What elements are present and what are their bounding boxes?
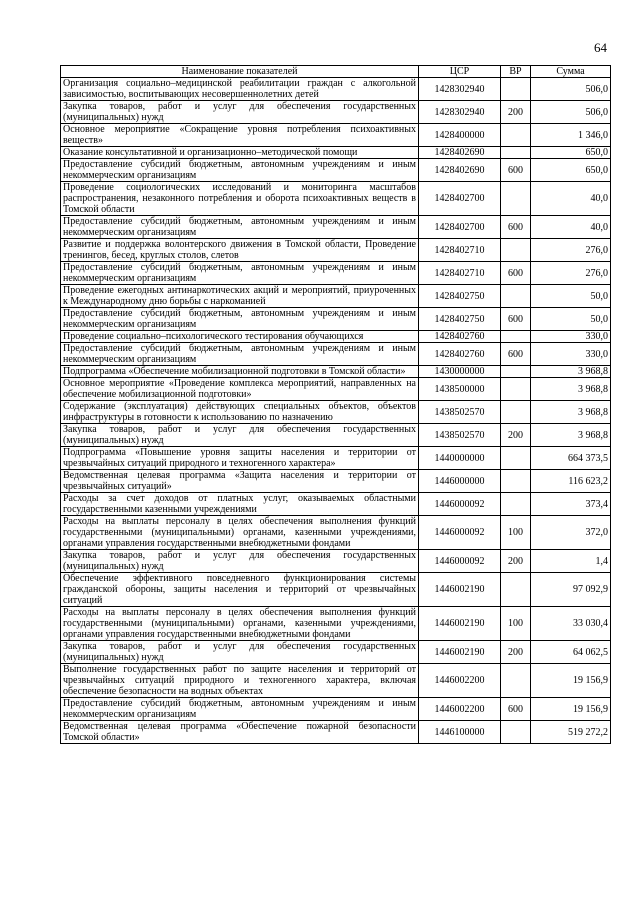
- cell-csr: 1438502570: [419, 424, 501, 447]
- table-row: [61, 607, 611, 641]
- cell-csr: 1430000000: [419, 366, 501, 378]
- cell-sum: 1,4: [531, 550, 611, 573]
- cell-vr: [501, 147, 531, 159]
- header-vr: ВР: [501, 66, 531, 78]
- table-row: [61, 366, 611, 378]
- cell-csr: 1428402760: [419, 331, 501, 343]
- cell-csr: 1428400000: [419, 124, 501, 147]
- table-row: [61, 447, 611, 470]
- cell-name: Предоставление субсидий бюджетным, автономным учреждениям и иным некоммерческим организациям: [61, 262, 419, 285]
- cell-sum: 650,0: [531, 159, 611, 182]
- table-row: [61, 262, 611, 285]
- cell-csr: 1428302940: [419, 78, 501, 101]
- cell-sum: 3 968,8: [531, 378, 611, 401]
- cell-csr: 1428402690: [419, 147, 501, 159]
- cell-vr: 200: [501, 550, 531, 573]
- cell-vr: 600: [501, 262, 531, 285]
- cell-name: Обеспечение эффективного повседневного функционирования системы гражданской обороны, защиты населения и территорий от чрезвычайных ситуаций: [61, 573, 419, 607]
- cell-csr: 1446000000: [419, 470, 501, 493]
- cell-vr: 600: [501, 308, 531, 331]
- cell-sum: 3 968,8: [531, 424, 611, 447]
- cell-sum: 519 272,2: [531, 721, 611, 744]
- table-row: [61, 216, 611, 239]
- cell-sum: 3 968,8: [531, 366, 611, 378]
- cell-sum: 97 092,9: [531, 573, 611, 607]
- cell-vr: [501, 664, 531, 698]
- cell-vr: 600: [501, 216, 531, 239]
- cell-vr: 600: [501, 343, 531, 366]
- cell-name: Развитие и поддержка волонтерского движения в Томской области, Проведение тренингов, бесед, круглых столов, слетов: [61, 239, 419, 262]
- cell-vr: 100: [501, 607, 531, 641]
- cell-csr: 1446000092: [419, 516, 501, 550]
- cell-sum: 330,0: [531, 343, 611, 366]
- cell-sum: 373,4: [531, 493, 611, 516]
- table-row: [61, 182, 611, 216]
- cell-csr: 1446002200: [419, 664, 501, 698]
- cell-name: Предоставление субсидий бюджетным, автономным учреждениям и иным некоммерческим организациям: [61, 308, 419, 331]
- cell-vr: [501, 573, 531, 607]
- cell-csr: 1428402750: [419, 308, 501, 331]
- cell-name: Закупка товаров, работ и услуг для обеспечения государственных (муниципальных) нужд: [61, 641, 419, 664]
- cell-vr: [501, 366, 531, 378]
- cell-vr: [501, 182, 531, 216]
- cell-vr: 600: [501, 159, 531, 182]
- table-row: [61, 424, 611, 447]
- table-row: [61, 308, 611, 331]
- cell-name: Расходы за счет доходов от платных услуг, оказываемых областными государственными казенными учреждениями: [61, 493, 419, 516]
- cell-name: Основное мероприятие «Проведение комплекса мероприятий, направленных на обеспечение мобилизационной подготовки»: [61, 378, 419, 401]
- cell-vr: 600: [501, 698, 531, 721]
- cell-vr: [501, 239, 531, 262]
- cell-sum: 40,0: [531, 216, 611, 239]
- cell-name: Ведомственная целевая программа «Обеспечение пожарной безопасности Томской области»: [61, 721, 419, 744]
- cell-name: Основное мероприятие «Сокращение уровня потребления психоактивных веществ»: [61, 124, 419, 147]
- cell-vr: 200: [501, 424, 531, 447]
- page-number: 64: [594, 40, 607, 55]
- cell-sum: 330,0: [531, 331, 611, 343]
- cell-sum: 19 156,9: [531, 698, 611, 721]
- cell-sum: 372,0: [531, 516, 611, 550]
- cell-name: Выполнение государственных работ по защите населения и территорий от чрезвычайных ситуаций природного и техногенного характера, включая обеспечение безопасности на водных объектах: [61, 664, 419, 698]
- cell-sum: 50,0: [531, 308, 611, 331]
- cell-vr: 200: [501, 101, 531, 124]
- cell-sum: 50,0: [531, 285, 611, 308]
- cell-sum: 116 623,2: [531, 470, 611, 493]
- table-row: [61, 664, 611, 698]
- cell-name: Проведение ежегодных антинаркотических акций и мероприятий, приуроченных к Международному дню борьбы с наркоманией: [61, 285, 419, 308]
- cell-csr: 1446000092: [419, 493, 501, 516]
- cell-name: Предоставление субсидий бюджетным, автономным учреждениям и иным некоммерческим организациям: [61, 698, 419, 721]
- cell-vr: [501, 470, 531, 493]
- cell-name: Предоставление субсидий бюджетным, автономным учреждениям и иным некоммерческим организациям: [61, 343, 419, 366]
- cell-name: Ведомственная целевая программа «Защита населения и территории от чрезвычайных ситуаций»: [61, 470, 419, 493]
- table-row: [61, 101, 611, 124]
- cell-csr: 1446002200: [419, 698, 501, 721]
- cell-vr: [501, 493, 531, 516]
- cell-csr: 1446002190: [419, 641, 501, 664]
- table-row: [61, 516, 611, 550]
- cell-csr: 1428402760: [419, 343, 501, 366]
- cell-name: Проведение социально–психологического тестирования обучающихся: [61, 331, 419, 343]
- budget-table: [60, 65, 611, 744]
- cell-vr: 200: [501, 641, 531, 664]
- cell-sum: 33 030,4: [531, 607, 611, 641]
- table-row: [61, 573, 611, 607]
- table-header-row: [61, 66, 611, 78]
- table-row: [61, 401, 611, 424]
- table-row: [61, 550, 611, 573]
- cell-name: Проведение социологических исследований и мониторинга масштабов распространения, незаконного потребления и оборота психоактивных веществ в Томской области: [61, 182, 419, 216]
- cell-name: Закупка товаров, работ и услуг для обеспечения государственных (муниципальных) нужд: [61, 101, 419, 124]
- cell-name: Подпрограмма «Повышение уровня защиты населения и территории от чрезвычайных ситуаций природного и техногенного характера»: [61, 447, 419, 470]
- table-row: [61, 78, 611, 101]
- cell-name: Оказание консультативной и организационно–методической помощи: [61, 147, 419, 159]
- table-row: [61, 343, 611, 366]
- cell-name: Подпрограмма «Обеспечение мобилизационной подготовки в Томской области»: [61, 366, 419, 378]
- cell-csr: 1428302940: [419, 101, 501, 124]
- cell-csr: 1428402750: [419, 285, 501, 308]
- cell-name: Закупка товаров, работ и услуг для обеспечения государственных (муниципальных) нужд: [61, 424, 419, 447]
- cell-sum: 276,0: [531, 262, 611, 285]
- cell-vr: [501, 285, 531, 308]
- cell-csr: 1428402700: [419, 216, 501, 239]
- cell-name: Предоставление субсидий бюджетным, автономным учреждениям и иным некоммерческим организациям: [61, 216, 419, 239]
- cell-csr: 1428402710: [419, 239, 501, 262]
- cell-name: Расходы на выплаты персоналу в целях обеспечения выполнения функций государственными (муниципальными) органами, казенными учреждениями, органами управления государственными внебюджетными фондами: [61, 607, 419, 641]
- cell-sum: 650,0: [531, 147, 611, 159]
- cell-csr: 1428402700: [419, 182, 501, 216]
- cell-vr: [501, 331, 531, 343]
- table-row: [61, 147, 611, 159]
- table-row: [61, 470, 611, 493]
- cell-sum: 3 968,8: [531, 401, 611, 424]
- cell-vr: [501, 78, 531, 101]
- cell-sum: 19 156,9: [531, 664, 611, 698]
- table-row: [61, 331, 611, 343]
- cell-vr: [501, 401, 531, 424]
- cell-vr: [501, 124, 531, 147]
- table-row: [61, 285, 611, 308]
- table-row: [61, 721, 611, 744]
- cell-sum: 506,0: [531, 78, 611, 101]
- cell-csr: 1440000000: [419, 447, 501, 470]
- table-row: [61, 159, 611, 182]
- table-row: [61, 239, 611, 262]
- cell-sum: 276,0: [531, 239, 611, 262]
- table-row: [61, 124, 611, 147]
- cell-csr: 1428402710: [419, 262, 501, 285]
- header-sum: Сумма: [531, 66, 611, 78]
- cell-csr: 1446002190: [419, 607, 501, 641]
- table-row: [61, 378, 611, 401]
- cell-name: Организация социально–медицинской реабилитации граждан с алкогольной зависимостью, воспитывающих несовершеннолетних детей: [61, 78, 419, 101]
- cell-csr: 1446100000: [419, 721, 501, 744]
- table-body: [61, 78, 611, 744]
- cell-vr: [501, 721, 531, 744]
- cell-name: Закупка товаров, работ и услуг для обеспечения государственных (муниципальных) нужд: [61, 550, 419, 573]
- cell-vr: [501, 378, 531, 401]
- table-row: [61, 698, 611, 721]
- cell-vr: 100: [501, 516, 531, 550]
- cell-csr: 1438500000: [419, 378, 501, 401]
- header-name: Наименование показателей: [61, 66, 419, 78]
- cell-name: Расходы на выплаты персоналу в целях обеспечения выполнения функций государственными (муниципальными) органами, казенными учреждениями, органами управления государственными внебюджетными фондами: [61, 516, 419, 550]
- cell-name: Предоставление субсидий бюджетным, автономным учреждениям и иным некоммерческим организациям: [61, 159, 419, 182]
- cell-name: Содержание (эксплуатация) действующих специальных объектов, объектов инфраструктуры в готовности к использованию по назначению: [61, 401, 419, 424]
- table-row: [61, 493, 611, 516]
- header-csr: ЦСР: [419, 66, 501, 78]
- cell-vr: [501, 447, 531, 470]
- cell-csr: 1428402690: [419, 159, 501, 182]
- cell-sum: 506,0: [531, 101, 611, 124]
- cell-csr: 1446002190: [419, 573, 501, 607]
- cell-csr: 1446000092: [419, 550, 501, 573]
- cell-sum: 1 346,0: [531, 124, 611, 147]
- cell-sum: 40,0: [531, 182, 611, 216]
- cell-csr: 1438502570: [419, 401, 501, 424]
- table-row: [61, 641, 611, 664]
- cell-sum: 64 062,5: [531, 641, 611, 664]
- cell-sum: 664 373,5: [531, 447, 611, 470]
